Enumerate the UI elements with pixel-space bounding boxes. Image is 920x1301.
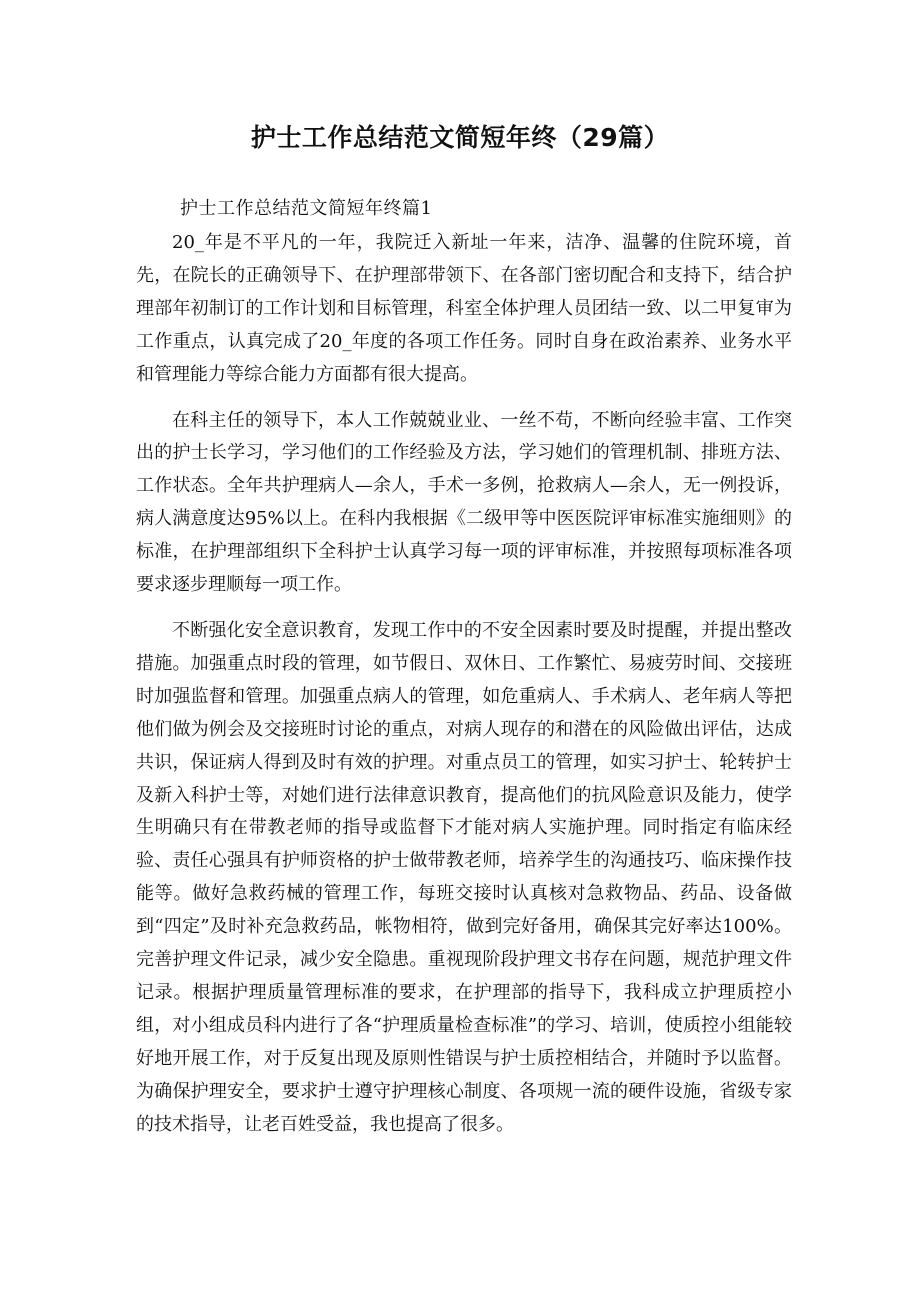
paragraph: 20_年是不平凡的一年，我院迁入新址一年来，洁净、温馨的住院环境，首先，在院长的正确领导下、在护理部带领下、在各部门密切配合和支持下，结合护理部年初制订的工作计划和目标管理，科室全体护理人员团结一致、以二甲复审为工作重点，认真完成了20_年度的各项工作任务。同时自身在政治素养、业务水平和管理能力等综合能力方面都有很大提高。 — [136, 232, 792, 385]
paragraph: 不断强化安全意识教育，发现工作中的不安全因素时要及时提醒，并提出整改措施。加强重点时段的管理，如节假日、双休日、工作繁忙、易疲劳时间、交接班时加强监督和管理。加强重点病人的管理，如危重病人、手术病人、老年病人等把他们做为例会及交接班时讨论的重点，对病人现存的和潜在的风险做出评估，达成共识，保证病人得到及时有效的护理。对重点员工的管理，如实习护士、轮转护士及新入科护士等，对她们进行法律意识教育，提高他们的抗风险意识及能力，使学生明确只有在带教老师的指导或监督下才能对病人实施护理。同时指定有临床经验、责任心强具有护师资格的护士做带教老师，培养学生的沟通技巧、临床操作技能等。做好急救药械的管理工作，每班交接时认真核对急救物品、药品、设备做到“四定”及时补充急救药品，帐物相符，做到完好备用，确保其完好率达100%。完善护理文件记录，减少安全隐患。重视现阶段护理文书存在问题，规范护理文件记录。根据护理质量管理标准的要求，在护理部的指导下，我科成立护理质控小组，对小组成员科内进行了各“护理质量检查标准”的学习、培训，使质控小组能较好地开展工作，对于反复出现及原则性错误与护士质控相结合，并随时予以监督。为确保护理安全，要求护士遵守护理核心制度、各项规一流的硬件设施，省级专家的技术指导，让老百姓受益，我也提高了很多。 — [136, 619, 792, 1135]
document-body — [136, 227, 792, 1141]
section-heading: 护士工作总结范文简短年终篇1 — [180, 198, 433, 219]
paragraph: 在科主任的领导下，本人工作兢兢业业、一丝不苟，不断向经验丰富、工作突出的护士长学习，学习他们的工作经验及方法，学习她们的管理机制、排班方法、工作状态。全年共护理病人—余人，手术一多例，抢救病人—余人，无一例投诉，病人满意度达95%以上。在科内我根据《二级甲等中医医院评审标准实施细则》的标准，在护理部组织下全科护士认真学习每一项的评审标准，并按照每项标准各项要求逐步理顺每一项工作。 — [136, 409, 792, 596]
document-title: 护士工作总结范文简短年终（29篇） — [250, 123, 670, 152]
